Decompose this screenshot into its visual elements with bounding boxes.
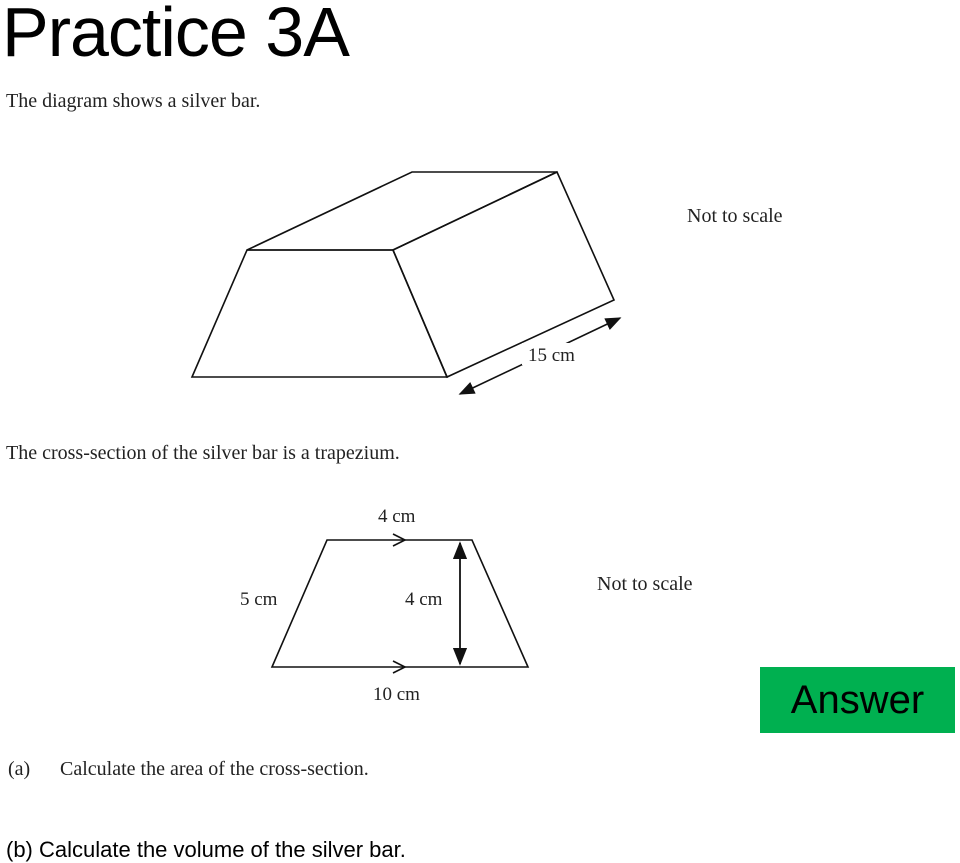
cross-section-intro: The cross-section of the silver bar is a trapezium. <box>6 442 400 464</box>
page-title: Practice 3A <box>2 0 349 71</box>
answer-button[interactable]: Answer <box>760 667 955 733</box>
trapezium-bottom-label: 10 cm <box>373 684 420 705</box>
prism-not-to-scale: Not to scale <box>687 205 783 227</box>
trapezium-height-label: 4 cm <box>405 589 443 610</box>
trapezium-side-label: 5 cm <box>240 589 278 610</box>
trapezium-cross-section <box>272 540 528 667</box>
prism-length-label: 15 cm <box>528 345 575 366</box>
prism-top-face <box>247 172 557 250</box>
question-a-text: Calculate the area of the cross-section. <box>60 758 369 780</box>
prism-front-face <box>192 250 447 377</box>
trapezium-shape <box>272 540 528 667</box>
question-b-text: (b) Calculate the volume of the silver bar. <box>6 837 406 862</box>
trapezium-top-label: 4 cm <box>378 506 416 527</box>
intro-text: The diagram shows a silver bar. <box>6 90 261 112</box>
trapezium-not-to-scale: Not to scale <box>597 573 693 595</box>
question-a-label: (a) <box>8 758 31 780</box>
